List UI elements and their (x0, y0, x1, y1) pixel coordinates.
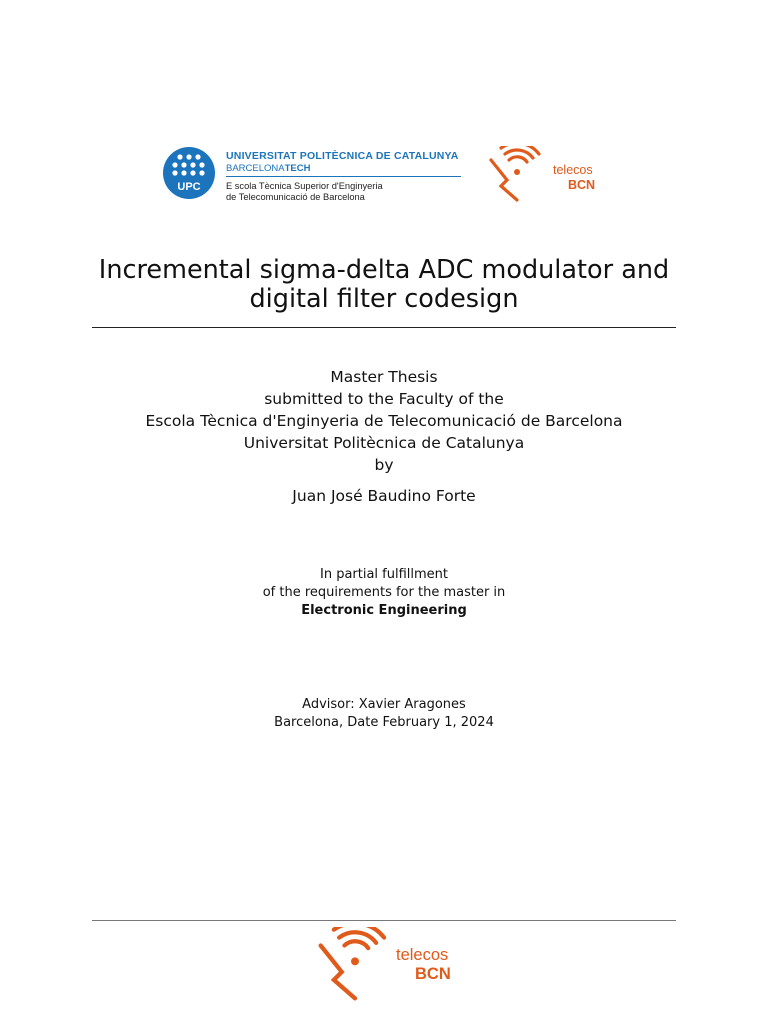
title-line-2: digital filter codesign (249, 284, 519, 314)
submission-line-2: submitted to the Faculty of the (264, 390, 504, 408)
advisor: Advisor: Xavier Aragones (302, 697, 466, 712)
program-name: Electronic Engineering (301, 603, 467, 618)
upc-name: UNIVERSITAT POLITÈCNICA DE CATALUNYA (226, 150, 459, 162)
upc-tech: TECH (284, 163, 311, 174)
submission-line-1: Master Thesis (330, 368, 438, 386)
place-date: Barcelona, Date February 1, 2024 (274, 715, 494, 730)
upc-badge-label: UPC (177, 181, 201, 193)
telecos-word-bottom: telecos (396, 946, 449, 964)
fulfillment-line-1: In partial fulfillment (319, 567, 449, 582)
telecos-word-top: telecos (553, 163, 593, 177)
telecos-signal-icon (315, 927, 395, 1001)
author-name: Juan José Baudino Forte (292, 487, 476, 505)
telecos-signal-icon (487, 146, 547, 202)
submission-line-5: by (374, 456, 394, 474)
title-line-1: Incremental sigma-delta ADC modulator and (98, 255, 670, 285)
telecos-bcn-bottom: BCN (415, 965, 451, 983)
fulfillment-block (84, 566, 684, 620)
submission-line-4: Universitat Politècnica de Catalunya (243, 434, 525, 452)
submission-block (84, 366, 684, 476)
advisor-block (84, 696, 684, 732)
footer-rule (92, 920, 676, 921)
upc-divider (226, 176, 461, 177)
title-rule (92, 327, 676, 328)
submission-line-3: Escola Tècnica d'Enginyeria de Telecomunicació de Barcelona (145, 412, 623, 430)
upc-barcelona: BARCELONA (226, 163, 285, 174)
fulfillment-line-2: of the requirements for the master in (262, 585, 506, 600)
telecos-bcn-top: BCN (568, 178, 596, 192)
upc-school-line2: de Telecomunicació de Barcelona (226, 192, 365, 202)
upc-school-line1: E scola Tècnica Superior d'Enginyeria (226, 181, 383, 191)
thesis-title (84, 256, 684, 314)
upc-barcelonatech (226, 163, 310, 174)
